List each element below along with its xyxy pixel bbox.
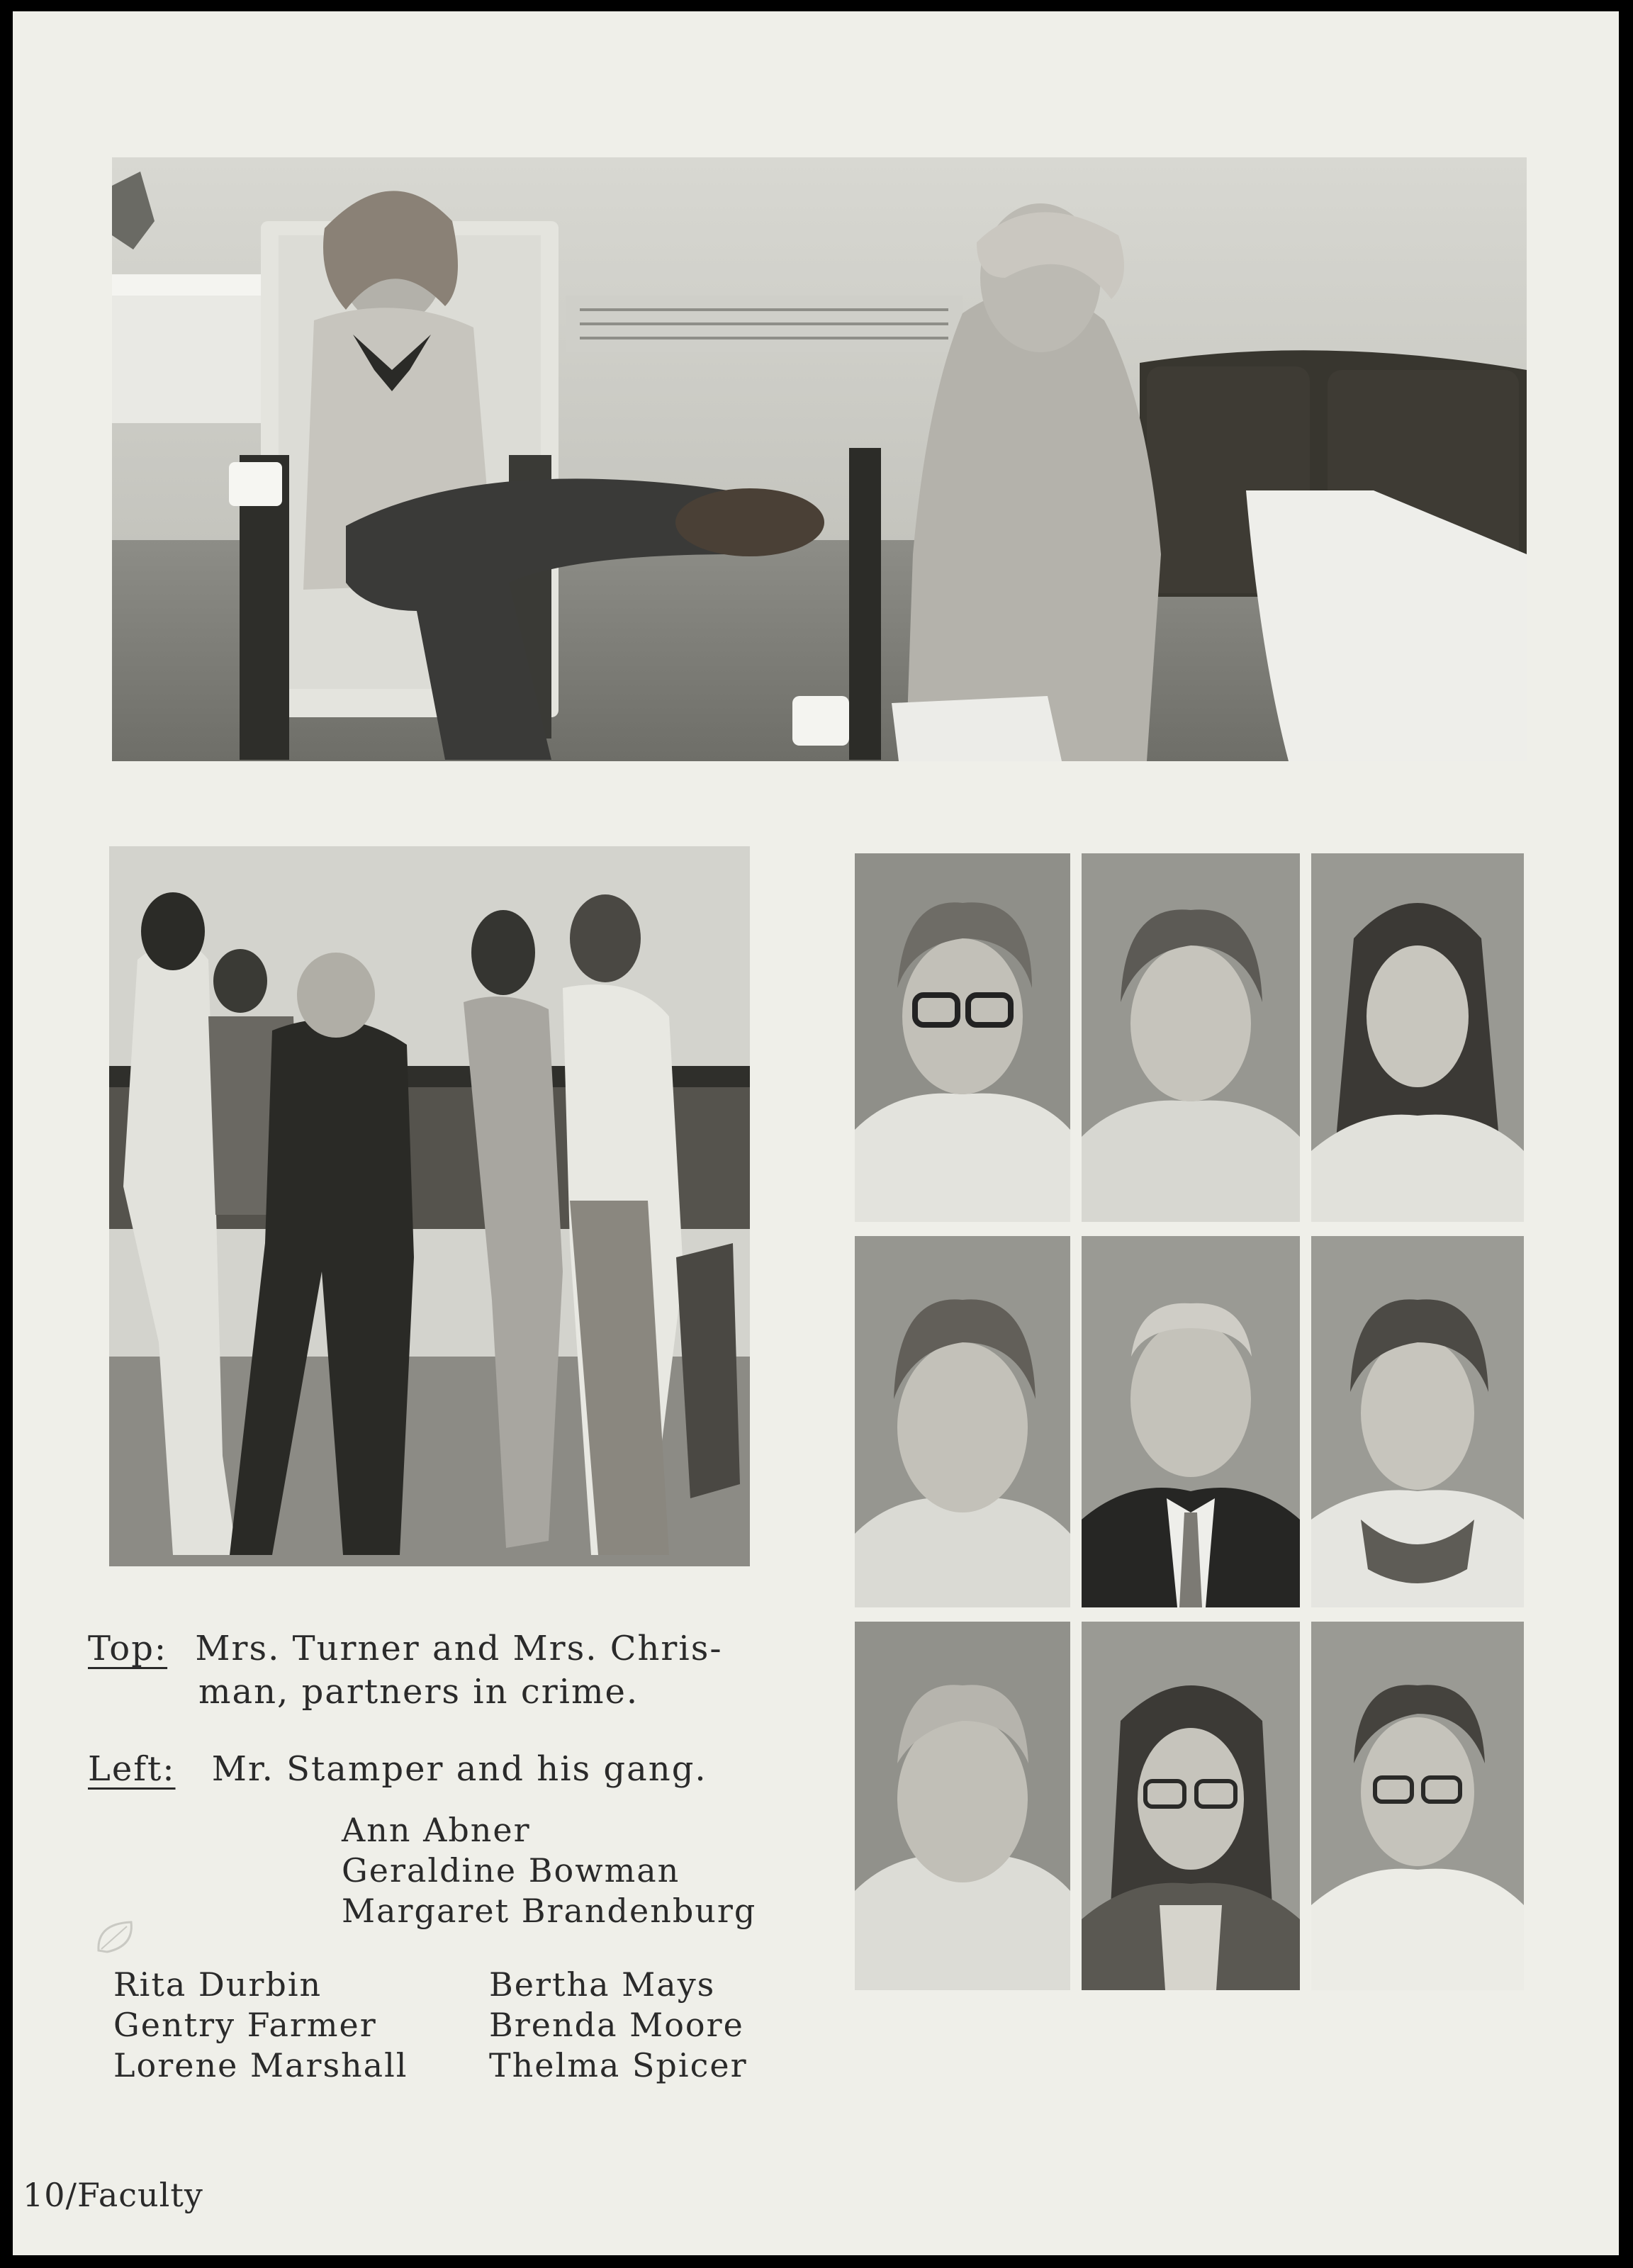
left-photo [109,846,750,1566]
names-column-right [489,1965,748,2086]
portrait-ann-abner [855,853,1070,1222]
caption-left-text: Mr. Stamper and his gang. [211,1749,707,1789]
portrait-thelma-spicer [1311,1622,1524,1990]
name-geraldine-bowman: Geraldine Bowman [342,1851,680,1890]
portrait-rita-durbin [855,1236,1070,1607]
caption-top-text-2: man, partners in crime. [198,1672,639,1712]
name-lorene-marshall: Lorene Marshall [113,2046,408,2084]
caption-left-label: Left: [88,1749,176,1789]
leaf-icon [94,1918,137,1956]
name-thelma-spicer: Thelma Spicer [489,2046,748,2084]
name-gentry-farmer: Gentry Farmer [113,2006,377,2044]
page-folio: 10/Faculty [23,2176,203,2214]
caption-top-line-2 [198,1672,639,1712]
portrait-brenda-moore [1082,1622,1300,1990]
name-bertha-mays: Bertha Mays [489,1965,716,2004]
names-column-top [342,1810,756,1931]
portrait-bertha-mays [855,1622,1070,1990]
caption-top-label: Top: [88,1629,168,1668]
portrait-gentry-farmer [1082,1236,1300,1607]
yearbook-page [13,11,1619,2255]
portrait-geraldine-bowman [1082,853,1300,1222]
name-rita-durbin: Rita Durbin [113,1965,322,2004]
name-margaret-brandenburg: Margaret Brandenburg [342,1892,757,1930]
top-photo [112,157,1527,761]
portrait-lorene-marshall [1311,1236,1524,1607]
caption-top-text-1: Mrs. Turner and Mrs. Chris- [195,1629,723,1668]
caption-left [88,1749,707,1789]
name-ann-abner: Ann Abner [342,1811,531,1849]
names-column-left [113,1965,408,2086]
caption-top [88,1629,723,1668]
portrait-margaret-brandenburg [1311,853,1524,1222]
name-brenda-moore: Brenda Moore [489,2006,744,2044]
